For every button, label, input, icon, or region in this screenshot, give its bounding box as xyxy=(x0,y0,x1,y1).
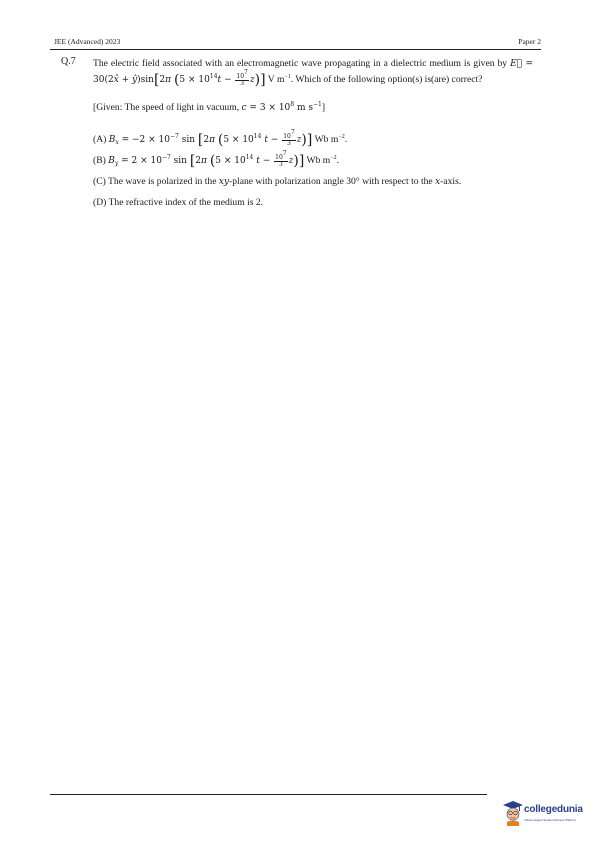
footer-divider xyxy=(50,794,487,795)
question-body xyxy=(93,56,533,215)
field-equation: E⃗ = 30(2x̂ + ŷ)sin[2π ($5 \times 10^{14}t$ − $\frac{10^7}{3}$ z)] xyxy=(93,59,534,88)
option-d[interactable]: (D) The refractive index of the medium is 2. xyxy=(93,197,264,208)
collegedunia-logo xyxy=(502,800,590,828)
page-header xyxy=(50,35,541,50)
option-a[interactable]: (A) $B_x = -2 \times 10^{-7}$ sin [2π ($5 \times 10^{14}$ t − $\frac{10^7}{3}$ z)] Wb $m^{-2}$. xyxy=(93,128,348,148)
options-list xyxy=(93,128,533,210)
option-c[interactable]: (C) The wave is polarized in the xy-plane with polarization angle 30° with respect to the x-axis. xyxy=(93,176,462,187)
question-number: Q.7 xyxy=(61,56,76,67)
option-b[interactable]: (B) $B_y = 2 \times 10^{-7}$ sin [2π ($5 \times 10^{14}$ t − $\frac{10^7}{3}$ z)] Wb $m^{-2}$. xyxy=(93,149,340,169)
given-data: [Given: The speed of light in vacuum, $c = 3 \times 10^8$ m $s^{-1}$] xyxy=(93,101,326,113)
logo-wordmark: collegedunia xyxy=(524,804,583,815)
paper-label: Paper 2 xyxy=(518,37,541,46)
logo-tagline: India's largest Student Review Platform xyxy=(524,818,577,822)
question-stem: The electric field associated with an electromagnetic wave propagating in a dielectric medium is given by E⃗ = 30(2x̂ + ŷ)sin[2π ($5 \times 10^{14}t$ − $\frac{10^7}{3}$ z)] V $m^{-1}$. Which of the following option(s) is(are) correct? xyxy=(93,58,534,88)
mascot-icon xyxy=(502,800,524,826)
exam-title: JEE (Advanced) 2023 xyxy=(54,37,121,46)
